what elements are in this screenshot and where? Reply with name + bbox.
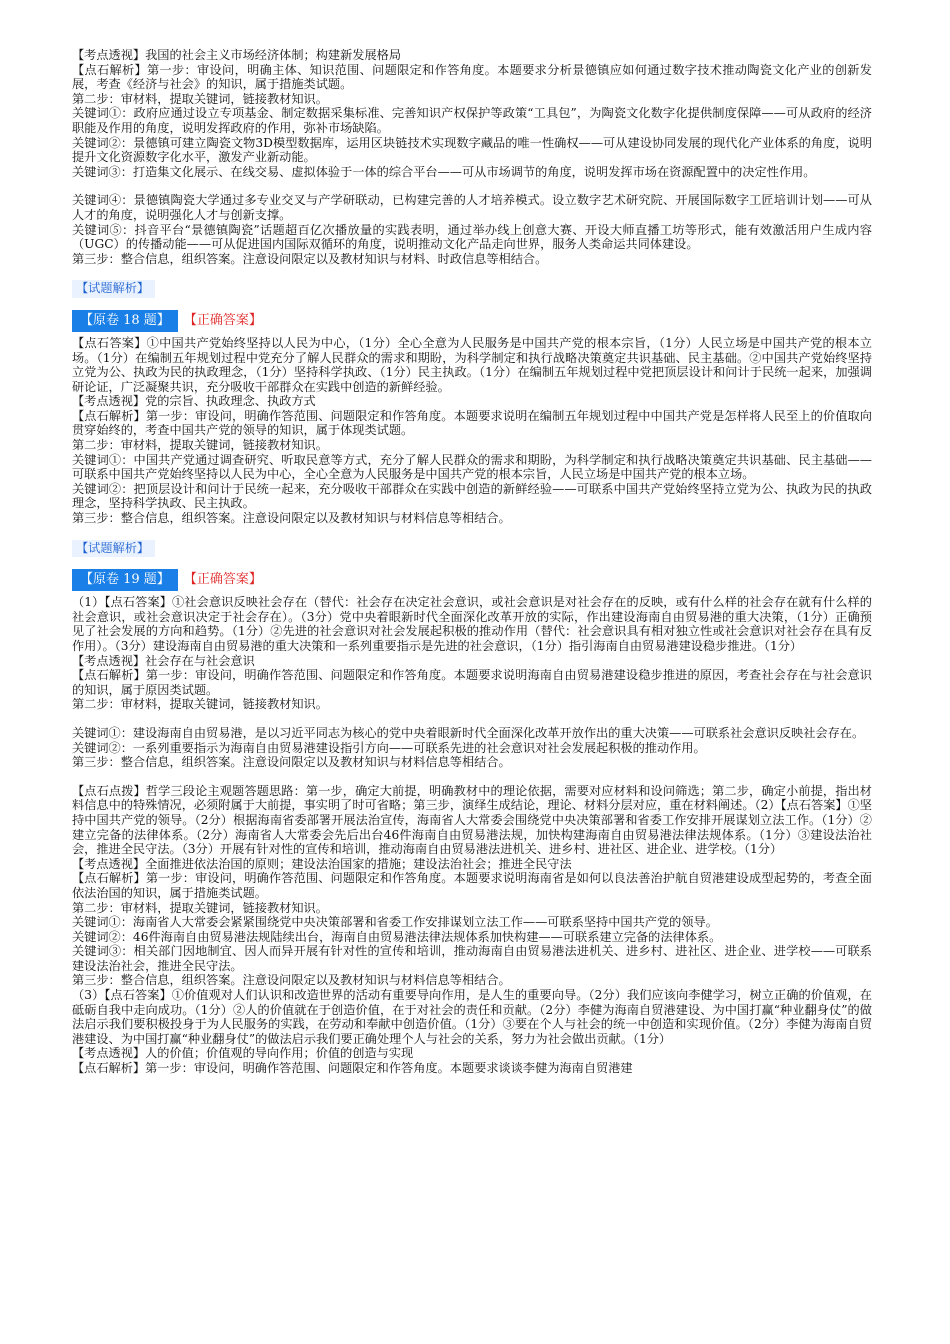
question-label: 【原卷 18 题】 bbox=[72, 310, 178, 332]
correct-answer-label: 【正确答案】 bbox=[183, 571, 262, 587]
paragraph: 第三步：整合信息，组织答案。注意设问限定以及教材知识与材料信息等相结合。 bbox=[72, 755, 511, 770]
paragraph: 关键词①：海南省人大常委会紧紧围绕党中央决策部署和省委工作安排谋划立法工作——可联系坚持中国共产党的领导。 bbox=[72, 915, 718, 930]
paragraph: 【点石解析】第一步：审设问，明确作答范围、问题限定和作答角度。本题要求说明海南自由贸易港建设稳步推进的原因，考查社会存在与社会意识的知识，属于原因类试题。 bbox=[72, 668, 872, 697]
paragraph: 关键词④：景德镇陶瓷大学通过多专业交叉与产学研联动，已构建完善的人才培养模式。设立数字艺术研究院、开展国际数字工匠培训计划——可从人才的角度，说明强化人才与创新支撑。 bbox=[72, 193, 872, 222]
section-title: 【试题解析】 bbox=[72, 280, 155, 298]
paragraph: 关键词②：一系列重要指示为海南自由贸易港建设指引方向——可联系先进的社会意识对社会发展起积极的推动作用。 bbox=[72, 740, 706, 755]
spacer bbox=[72, 179, 872, 193]
paragraph: 【考点透视】全面推进依法治国的原则；建设法治国家的措施；建设法治社会；推进全民守法 bbox=[72, 856, 572, 871]
block1 bbox=[72, 48, 872, 266]
paragraph: 关键词③：相关部门因地制宜、因人而异开展有针对性的宣传和培训，推动海南自由贸易港法进机关、进乡村、进社区、进企业、进学校——可联系建设法治社会，推进全民守法。 bbox=[72, 944, 872, 973]
paragraph: 关键词①：中国共产党通过调查研究、听取民意等方式，充分了解人民群众的需求和期盼，为科学制定和执行战略决策奠定共识基础、民主基础——可联系中国共产党始终坚持以人民为中心，全心全意为人民服务是中国共产党的根本宗旨，人民立场是中国共产党的根本立场。 bbox=[72, 452, 872, 482]
paragraph: 【点石解析】第一步：审设问，明确作答范围、问题限定和作答角度。本题要求说明在编制五年规划过程中中国共产党是怎样将人民至上的价值取向贯穿始终的，考查中国共产党的领导的知识，属于体现类试题。 bbox=[72, 408, 872, 438]
section-title: 【试题解析】 bbox=[72, 540, 155, 558]
paragraph: 【考点透视】社会存在与社会意识 bbox=[72, 653, 255, 668]
paragraph: 关键词⑤：抖音平台“景德镇陶瓷”话题超百亿次播放量的实践表明，通过举办线上创意大赛、开设大师直播工坊等形式，能有效激活用户生成内容（UGC）的传播动能——可从促进国内国际双循环的角度，说明推动文化产品走向世界，服务人类命运共同体建设。 bbox=[72, 222, 872, 252]
paragraph: 第二步：审材料，提取关键词，链接教材知识。 bbox=[72, 697, 328, 712]
paragraph: 【点石解析】第一步：审设问，明确作答范围、问题限定和作答角度。本题要求说明海南省是如何以良法善治护航自贸港建设成型起势的，考查全面依法治国的知识，属于措施类试题。 bbox=[72, 871, 872, 900]
analysis-title-q18 bbox=[72, 278, 872, 300]
q19-body bbox=[72, 595, 872, 1075]
paragraph: 【点石答案】①中国共产党始终坚持以人民为中心，（1分）全心全意为人民服务是中国共产党的根本宗旨，（1分）人民立场是中国共产党的根本立场。（1分）在编制五年规划过程中党充分了解人民群众的需求和期盼，为科学制定和执行战略决策奠定共识基础、民主基础。②中国共产党始终坚持立党为公、执政为民的执政理念，（1分）坚持科学执政、（1分）民主执政。（1分）在编制五年规划过程中党把顶层设计和问计于民统一起来，加强调研论证，广泛凝聚共识，充分吸收干部群众在实践中创造的新鲜经验。 bbox=[72, 335, 872, 394]
paragraph: 第三步：整合信息，组织答案。注意设问限定以及教材知识与材料信息等相结合。 bbox=[72, 511, 511, 526]
paragraph: 关键词①：政府应通过设立专项基金、制定数据采集标准、完善知识产权保护等政策“工具包”，为陶瓷文化数字化提供制度保障——可从政府的经济职能及作用的角度，说明发挥政府的作用，弥补市场缺陷。 bbox=[72, 106, 872, 135]
spacer bbox=[72, 770, 872, 784]
paragraph: 【点石解析】第一步：审设问，明确主体、知识范围、问题限定和作答角度。本题要求分析景德镇应如何通过数字技术推动陶瓷文化产业的创新发展，考查《经济与社会》的知识，属于措施类试题。 bbox=[72, 62, 872, 92]
paragraph: 【考点透视】我国的社会主义市场经济体制；构建新发展格局 bbox=[72, 48, 402, 62]
question-header-19 bbox=[72, 569, 872, 591]
paragraph: 第三步：整合信息，组织答案。注意设问限定以及教材知识与材料、时政信息等相结合。 bbox=[72, 251, 548, 266]
paragraph: 关键词③：打造集文化展示、在线交易、虚拟体验于一体的综合平台——可从市场调节的角度，说明发挥市场在资源配置中的决定性作用。 bbox=[72, 164, 816, 179]
paragraph: 关键词②：景德镇可建立陶瓷文物3D模型数据库，运用区块链技术实现数字藏品的唯一性确权——可从建设协同发展的现代化产业体系的角度，说明提升文化资源数字化水平，激发产业新动能。 bbox=[72, 135, 872, 165]
paragraph: 第二步：审材料，提取关键词，链接教材知识。 bbox=[72, 438, 328, 453]
spacer bbox=[72, 559, 872, 567]
q18-body bbox=[72, 336, 872, 526]
spacer bbox=[72, 266, 872, 278]
paragraph: 关键词①：建设海南自由贸易港，是以习近平同志为核心的党中央着眼新时代全面深化改革开放作出的重大决策——可联系社会意识反映社会存在。 bbox=[72, 725, 865, 740]
paragraph: 第二步：审材料，提取关键词，链接教材知识。 bbox=[72, 91, 328, 106]
paragraph: 关键词②：把顶层设计和问计于民统一起来，充分吸收干部群众在实践中创造的新鲜经验——可联系中国共产党始终坚持立党为公、执政为民的执政理念，坚持科学执政、民主执政。 bbox=[72, 481, 872, 511]
paragraph: 【点石点拨】哲学三段论主观题答题思路：第一步，确定大前提，明确教材中的理论依据，需要对应材料和设问筛选；第二步，确定小前提，指出材料信息中的特殊情况，必须附属于大前提，事实明了时可省略；第三步，演绎生成结论，理论、材料分层对应，重在材料阐述。（2）【点石答案】①坚持中国共产党的领导。（2分）根据海南省委部署开展法治宣传，海南省人大常委会围绕党中央决策部署和省委工作安排开展谋划立法工作。（1分）②建立完备的法律体系。（2分）海南省人大常委会先后出台46件海南自由贸易港法规，加快构建海南自由贸易港法律法规体系。（1分）③建设法治社会，推进全民守法。（3分）开展有针对性的宣传和培训，推动海南自由贸易港法进机关、进乡村、进社区、进企业、进学校。（1分） bbox=[72, 783, 872, 857]
paragraph: 【考点透视】人的价值；价值观的导向作用；价值的创造与实现 bbox=[72, 1046, 414, 1061]
document-page bbox=[72, 48, 872, 1076]
question-header-18 bbox=[72, 310, 872, 332]
question-label: 【原卷 19 题】 bbox=[72, 569, 178, 591]
paragraph: （1）【点石答案】①社会意识反映社会存在（替代：社会存在决定社会意识，或社会意识是对社会存在的反映，或有什么样的社会存在就有什么样的社会意识，或社会意识决定于社会存在）。（3分）党中央着眼新时代全面深化改革开放的实际，作出建设海南自由贸易港的重大决策，（1分）正确预见了社会发展的方向和趋势。（1分）②先进的社会意识对社会发展起积极的推动作用（替代：社会意识具有相对独立性或社会意识对社会存在具有反作用）。（3分）建设海南自由贸易港的重大决策和一系列重要指示是先进的社会意识，（1分）指引海南自由贸易港建设稳步推进。（1分） bbox=[72, 595, 872, 653]
paragraph: 【点石解析】第一步：审设问，明确作答范围、问题限定和作答角度。本题要求谈谈李健为海南自贸港建 bbox=[72, 1061, 633, 1076]
spacer bbox=[72, 300, 872, 308]
paragraph: 第二步：审材料，提取关键词，链接教材知识。 bbox=[72, 900, 328, 915]
paragraph: 【考点透视】党的宗旨、执政理念、执政方式 bbox=[72, 394, 316, 409]
paragraph: （3）【点石答案】①价值观对人们认识和改造世界的活动有重要导向作用，是人生的重要向导。（2分）我们应该向李健学习，树立正确的价值观，在砥砺自我中走向成功。（1分）②人的价值就在于创造价值，在于对社会的责任和贡献。（2分）李健为海南自贸港建设、为中国打赢“种业翻身仗”的做法启示我们要积极投身于为人民服务的实践，在劳动和奉献中创造价值。（1分）③要在个人与社会的统一中创造和实现价值。（2分）李健为海南自贸港建设、为中国打赢“种业翻身仗”的做法启示我们要正确处理个人与社会的关系，努力为社会做出贡献。（1分） bbox=[72, 988, 872, 1046]
analysis-title-q19 bbox=[72, 538, 872, 560]
paragraph: 关键词②：46件海南自由贸易港法规陆续出台，海南自由贸易港法律法规体系加快构建——可联系建立完备的法律体系。 bbox=[72, 929, 722, 944]
correct-answer-label: 【正确答案】 bbox=[183, 312, 262, 328]
spacer bbox=[72, 526, 872, 538]
paragraph: 第三步：整合信息，组织答案。注意设问限定以及教材知识与材料信息等相结合。 bbox=[72, 973, 511, 988]
spacer bbox=[72, 712, 872, 726]
